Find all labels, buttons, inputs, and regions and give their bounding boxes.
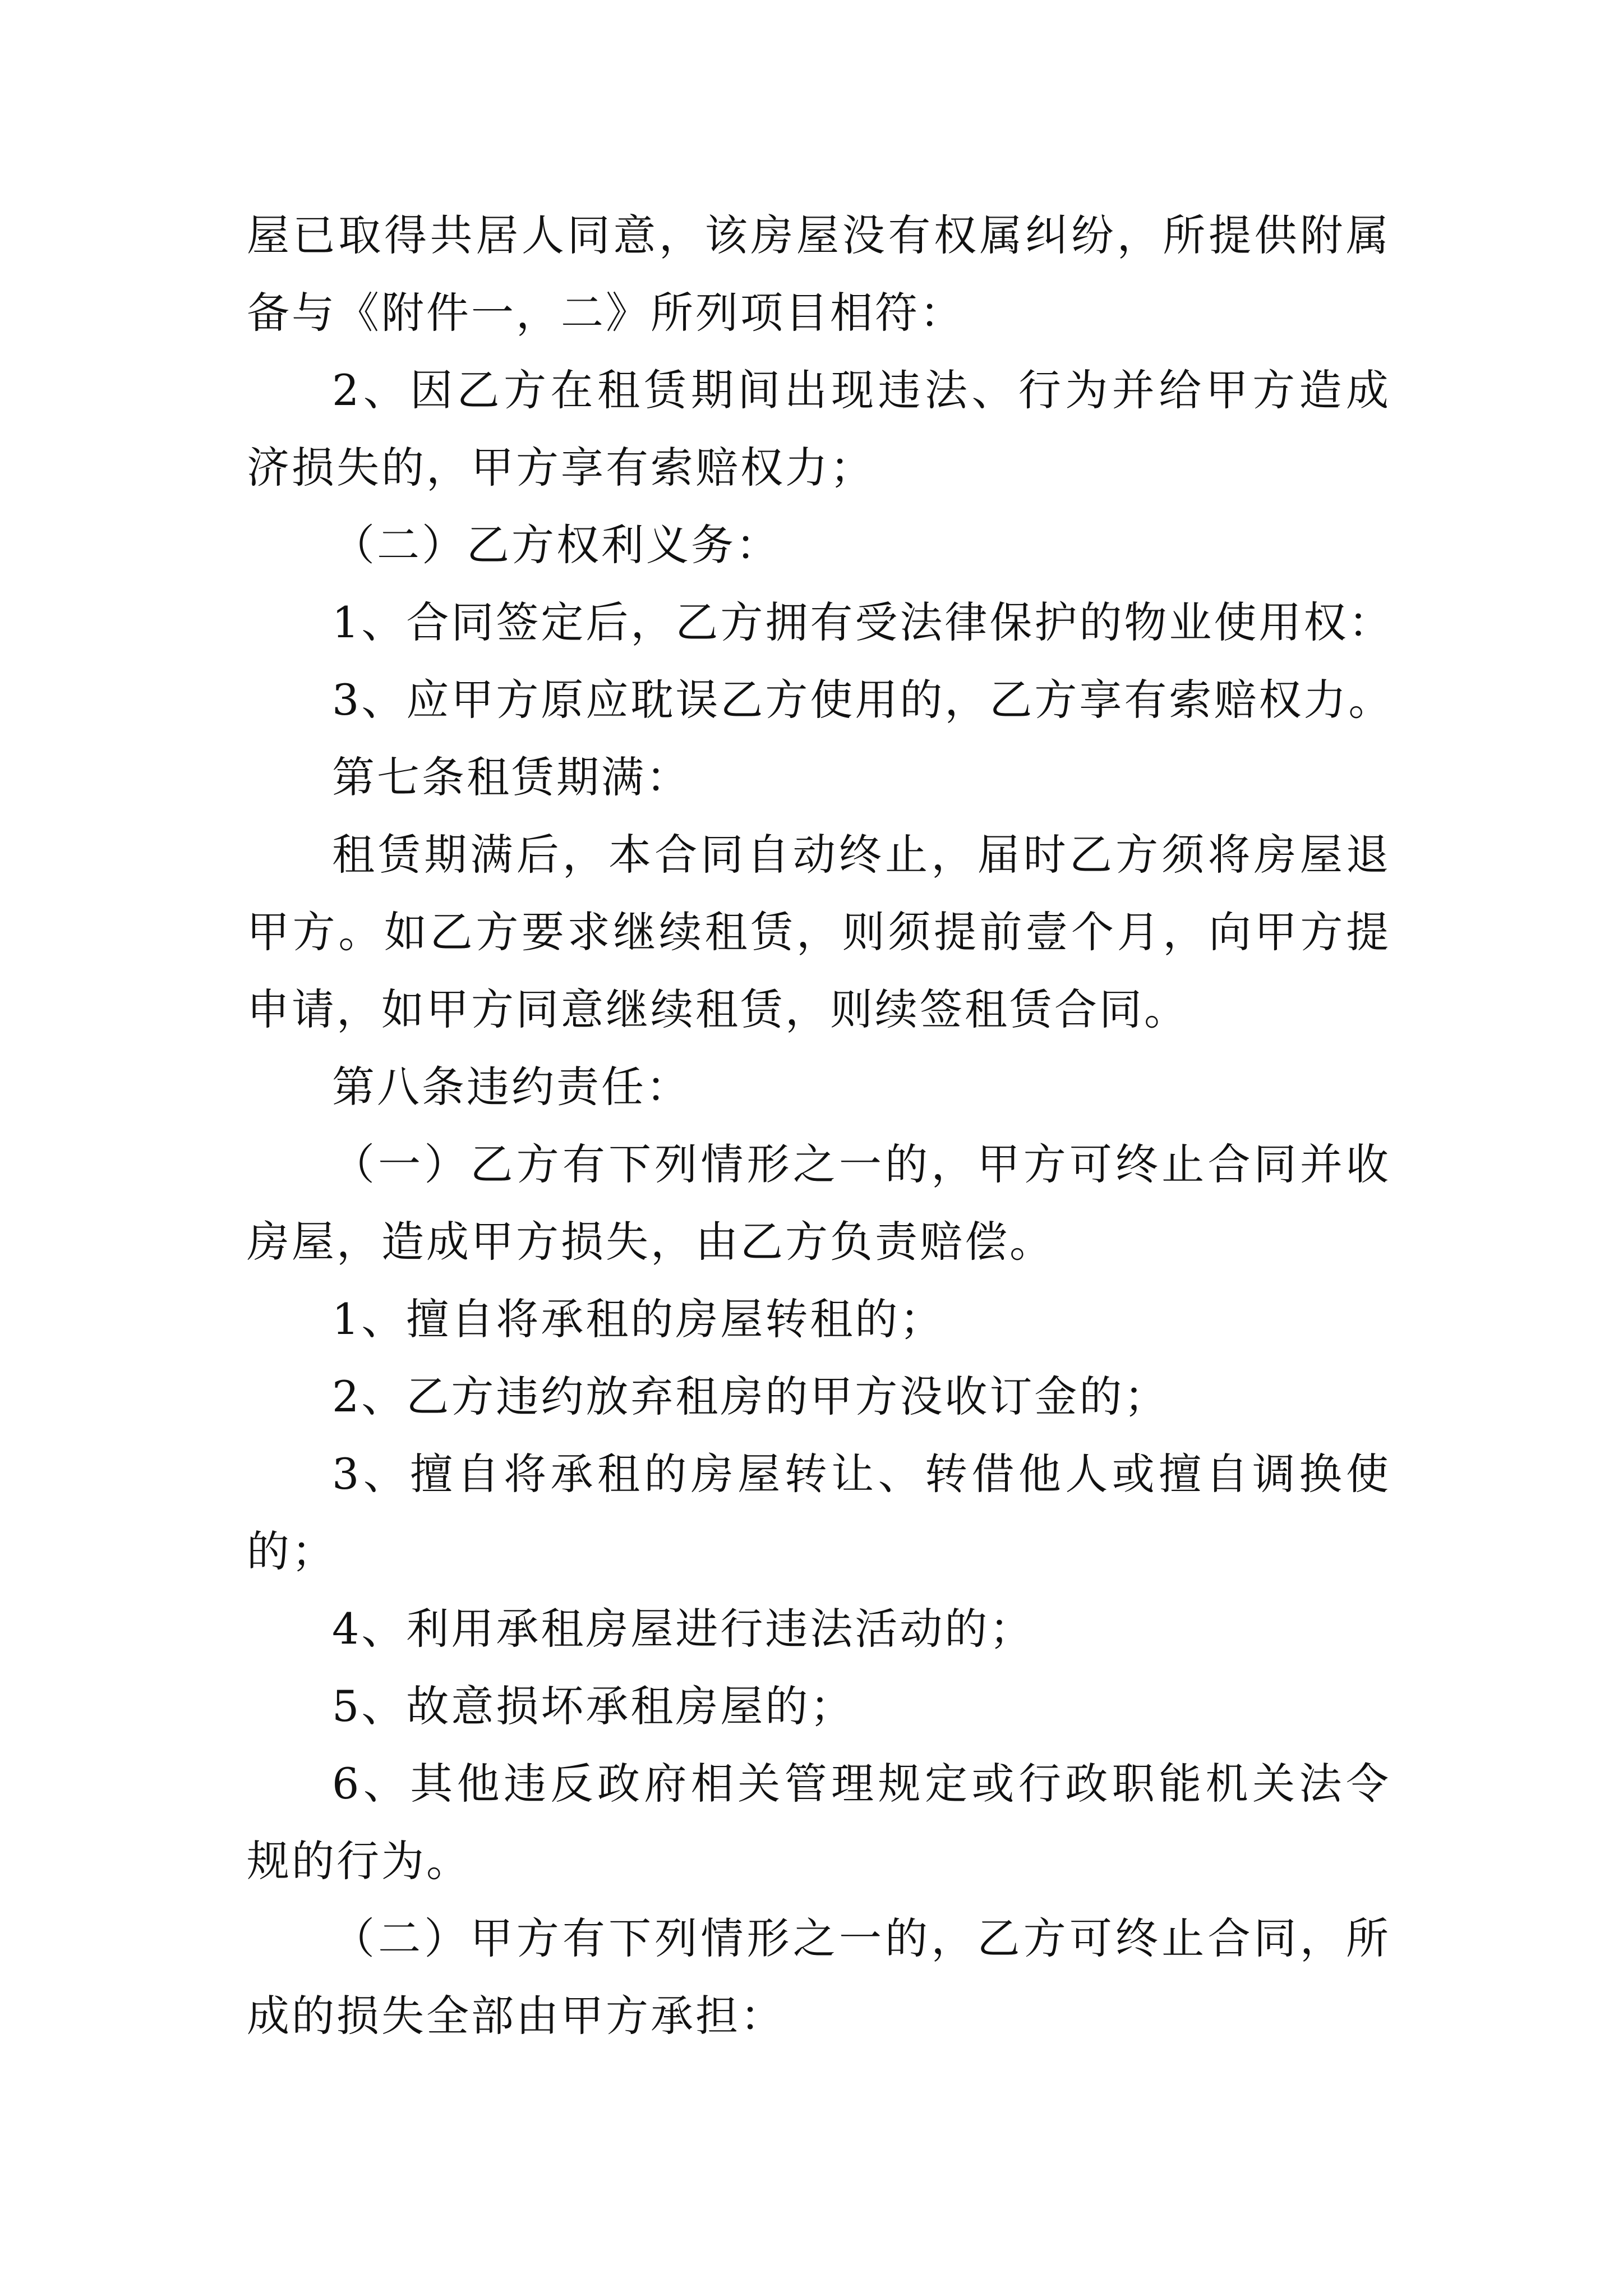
text-line: 1、合同签定后，乙方拥有受法律保护的物业使用权： (332, 597, 1394, 647)
list-item: 2、乙方违约放弃租房的甲方没收订金的； (332, 1372, 1169, 1421)
list-item: 3、擅自将承租的房屋转让、转借他人或擅自调换使 (332, 1449, 1391, 1499)
list-item: 4、利用承租房屋进行违法活动的； (332, 1604, 1035, 1654)
text-line: 申请，如甲方同意继续租赁，则续签租赁合同。 (247, 984, 1189, 1034)
text-line: 的； (247, 1526, 336, 1576)
text-line: 规的行为。 (247, 1836, 471, 1886)
text-line: 备与《附件一，二》所列项目相符： (247, 288, 965, 338)
text-line: 济损失的，甲方享有索赔权力； (247, 443, 875, 493)
text-line: 2、因乙方在租赁期间出现违法、行为并给甲方造成 (332, 365, 1391, 415)
text-line: 3、应甲方原应耽误乙方使用的，乙方享有索赔权力。 (332, 675, 1394, 725)
section-heading: 第八条违约责任： (332, 1062, 691, 1112)
text-line: 成的损失全部由甲方承担： (247, 1991, 785, 2041)
text-line: 房屋，造成甲方损失，由乙方负责赔偿。 (247, 1217, 1054, 1267)
text-line: （二）甲方有下列情形之一的，乙方可终止合同，所 (332, 1913, 1391, 1963)
text-line: （二）乙方权利义务： (332, 520, 781, 570)
section-heading: 第七条租赁期满： (332, 752, 691, 802)
list-item: 5、故意损坏承租房屋的； (332, 1681, 855, 1731)
text-line: 甲方。如乙方要求继续租赁，则须提前壹个月，向甲方提 (247, 907, 1391, 957)
text-line: 租赁期满后，本合同自动终止，届时乙方须将房屋退 (332, 830, 1391, 880)
list-item: 6、其他违反政府相关管理规定或行政职能机关法令 (332, 1759, 1391, 1809)
text-line: （一）乙方有下列情形之一的，甲方可终止合同并收 (332, 1139, 1391, 1189)
text-line: 屋已取得共居人同意，该房屋没有权属纠纷，所提供附属 (247, 210, 1391, 260)
list-item: 1、擅自将承租的房屋转租的； (332, 1294, 945, 1344)
